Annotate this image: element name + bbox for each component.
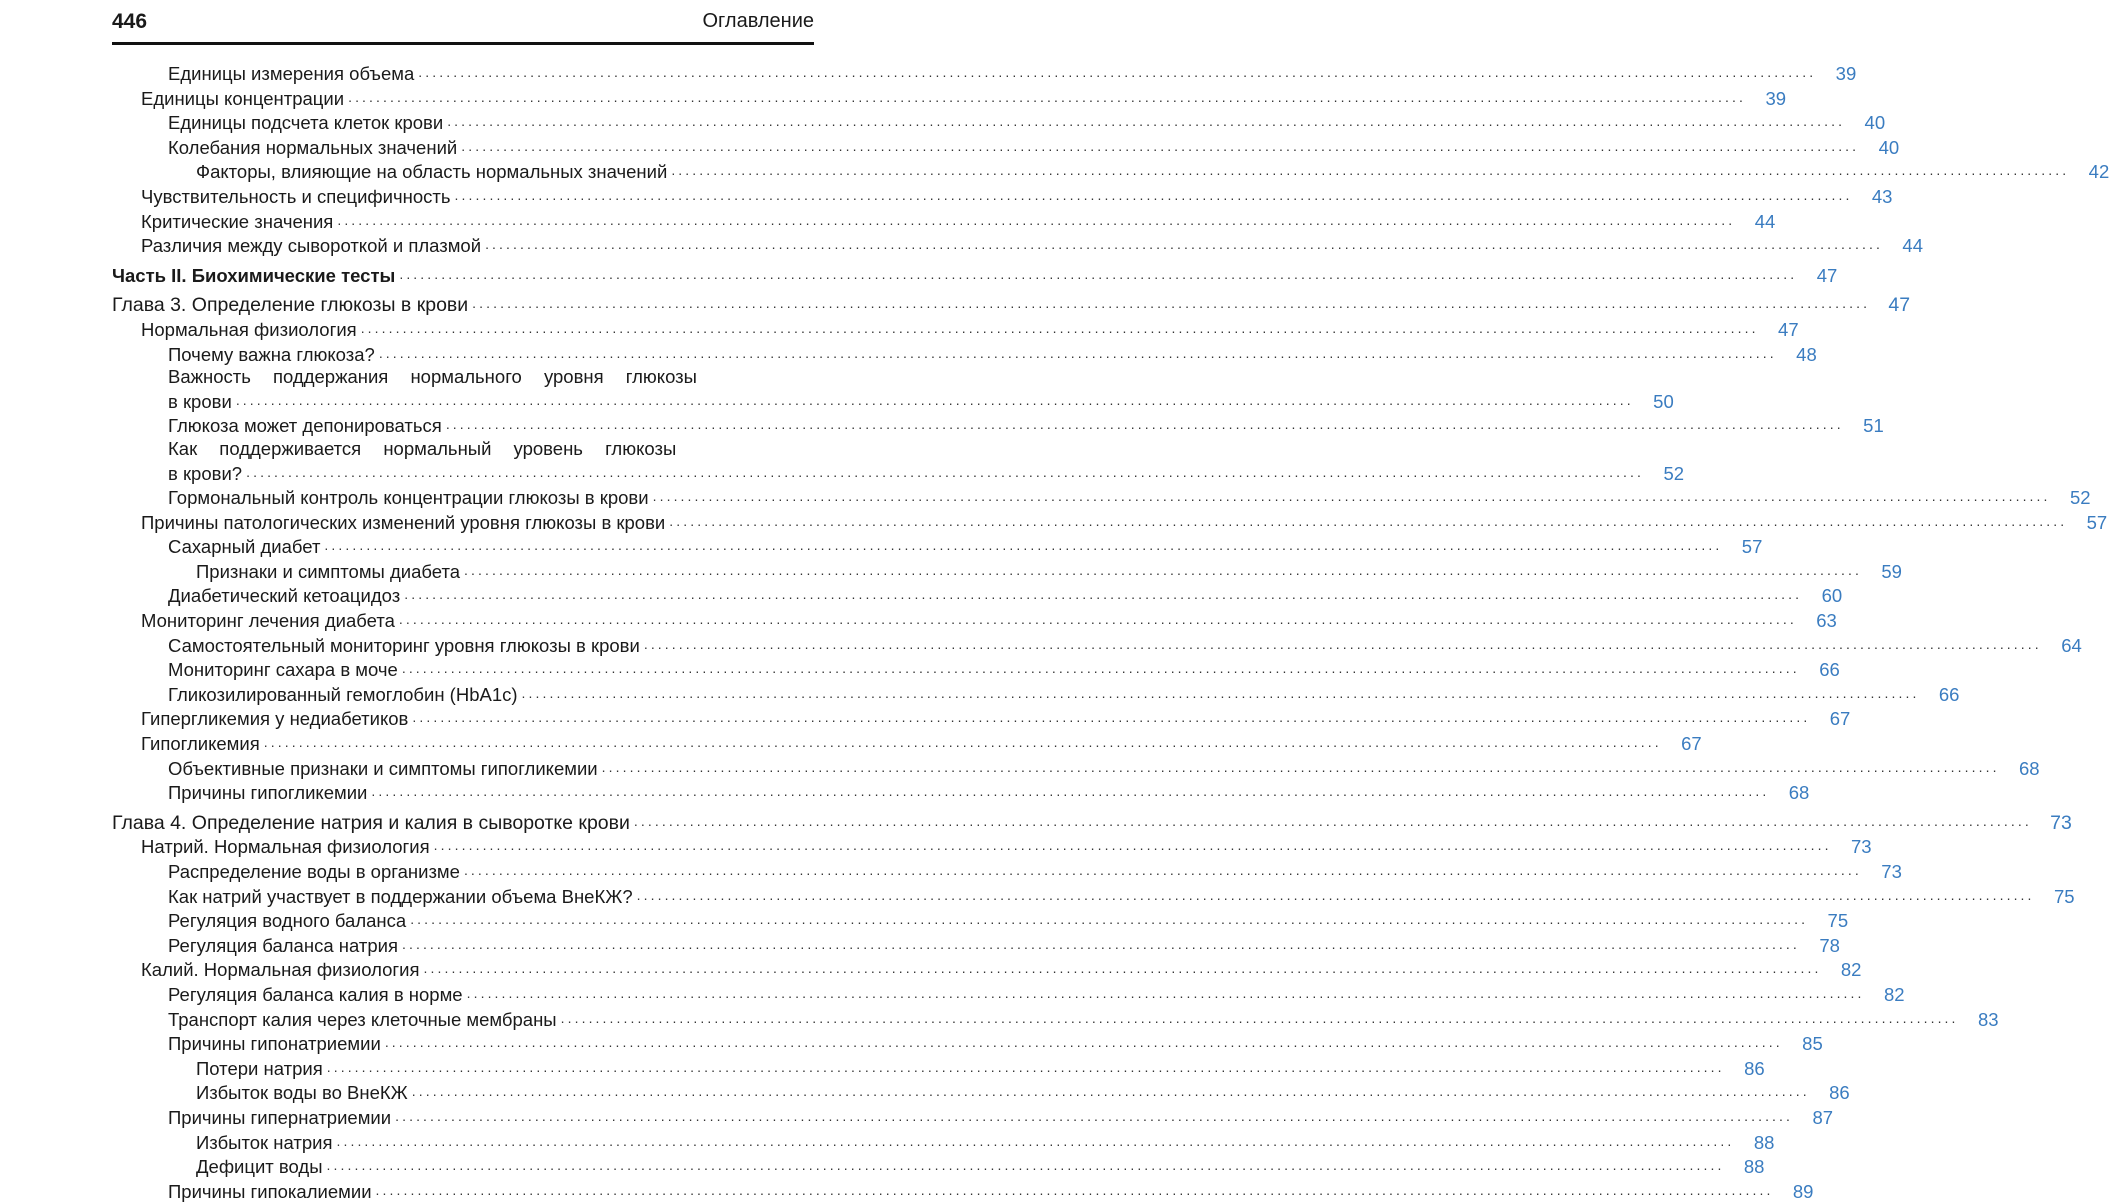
running-title: Оглавление <box>702 10 814 32</box>
table-of-contents <box>112 61 2109 1203</box>
toc-entry[interactable] <box>112 957 1862 982</box>
toc-entry-title: Распределение воды в организме <box>168 861 464 884</box>
toc-page-number[interactable]: 66 <box>1819 659 1840 681</box>
dot-leader: ........................................................................................................................................................................................................ <box>633 812 2032 829</box>
toc-entry[interactable] <box>112 61 1857 86</box>
dot-leader: ........................................................................................................................................................................................................ <box>235 391 1634 408</box>
toc-entry[interactable] <box>112 159 2109 184</box>
dot-leader: ........................................................................................................................................................................................................ <box>643 635 2042 652</box>
toc-page-number[interactable]: 78 <box>1819 934 1840 956</box>
toc-page-number[interactable]: 39 <box>1835 63 1857 84</box>
toc-entry-title: Причины гипернатриемии <box>168 1107 395 1130</box>
dot-leader: ........................................................................................................................................................................................................ <box>669 512 2068 529</box>
dot-leader: ........................................................................................................................................................................................................ <box>454 186 1853 203</box>
toc-entry[interactable] <box>112 389 1674 414</box>
toc-entry-title: Факторы, влияющие на область нормальных значений <box>196 161 671 184</box>
dot-leader: ........................................................................................................................................................................................................ <box>466 984 1865 1001</box>
toc-entry[interactable] <box>112 1031 1823 1056</box>
toc-entry-title: Гипогликемия <box>141 733 264 756</box>
toc-page-number[interactable]: 82 <box>1883 983 1905 1005</box>
toc-page-number[interactable]: 40 <box>1878 136 1900 158</box>
toc-entry[interactable] <box>112 1130 1775 1155</box>
toc-entry-title: Колебания нормальных значений <box>168 137 461 160</box>
toc-entry-title: Чувствительность и специфичность <box>141 186 455 209</box>
dot-leader: ........................................................................................................................................................................................................ <box>399 265 1798 282</box>
dot-leader: ........................................................................................................................................................................................................ <box>671 162 2070 179</box>
page-header <box>112 10 814 36</box>
dot-leader: ........................................................................................................................................................................................................ <box>326 1058 1725 1075</box>
toc-entry[interactable] <box>112 583 1843 608</box>
toc-entry-title: Почему важна глюкоза? <box>168 344 379 367</box>
toc-entry[interactable] <box>112 884 2075 909</box>
toc-page-number[interactable]: 47 <box>1816 264 1838 286</box>
toc-entry-title: Гормональный контроль концентрации глюкозы в крови <box>168 487 653 510</box>
toc-entry-title: Объективные признаки и симптомы гипогликемии <box>168 758 602 781</box>
toc-entry-title: Единицы подсчета клеток крови <box>168 112 447 135</box>
toc-entry-title: Часть II. Биохимические тесты <box>112 265 399 288</box>
toc-chapter[interactable] <box>112 292 1911 317</box>
toc-page-number[interactable]: 68 <box>2019 757 2040 779</box>
dot-leader: ........................................................................................................................................................................................................ <box>263 734 1662 751</box>
dot-leader: ........................................................................................................................................................................................................ <box>423 960 1822 977</box>
toc-entry-title: Критические значения <box>141 211 337 234</box>
toc-entry[interactable] <box>112 559 1902 584</box>
toc-page-number[interactable]: 67 <box>1829 708 1851 730</box>
toc-page-number[interactable]: 73 <box>2050 811 2072 834</box>
dot-leader: ........................................................................................................................................................................................................ <box>560 1009 1959 1026</box>
toc-entry[interactable] <box>112 209 1776 234</box>
toc-entry[interactable] <box>112 731 1702 756</box>
toc-entry[interactable] <box>112 982 1905 1007</box>
toc-page-number[interactable]: 51 <box>1863 415 1884 437</box>
dot-leader: ........................................................................................................................................................................................................ <box>337 211 1736 228</box>
toc-page-number[interactable]: 64 <box>2061 634 2082 656</box>
dot-leader: ........................................................................................................................................................................................................ <box>485 236 1883 253</box>
toc-entry-title: Причины гипокалиемии <box>168 1181 376 1203</box>
dot-leader: ........................................................................................................................................................................................................ <box>401 660 1800 677</box>
toc-page-number[interactable]: 88 <box>1753 1131 1775 1153</box>
toc-entry-title: в крови <box>168 391 236 414</box>
toc-entry[interactable] <box>112 110 1886 135</box>
toc-page-number[interactable]: 42 <box>2088 161 2109 183</box>
toc-entry[interactable] <box>112 184 1893 209</box>
toc-entry[interactable] <box>112 756 2040 781</box>
toc-page-number[interactable]: 87 <box>1812 1106 1834 1128</box>
toc-page-number[interactable]: 44 <box>1902 235 1923 257</box>
toc-page-number[interactable]: 47 <box>1778 318 1799 340</box>
toc-entry[interactable] <box>112 461 1685 486</box>
dot-leader: ........................................................................................................................................................................................................ <box>246 463 1645 480</box>
dot-leader: ........................................................................................................................................................................................................ <box>398 611 1797 628</box>
toc-page-number[interactable]: 60 <box>1821 585 1843 607</box>
toc-entry-title: Диабетический кетоацидоз <box>168 585 404 608</box>
toc-entry-title: Нормальная физиология <box>141 319 361 342</box>
toc-entry-title: Гликозилированный гемоглобин (HbA1c) <box>168 684 522 707</box>
toc-entry-title: Причины патологических изменений уровня глюкозы в крови <box>141 512 669 535</box>
toc-entry-title: Регуляция водного баланса <box>168 910 410 933</box>
toc-entry[interactable] <box>112 86 1787 111</box>
toc-entry-title: Транспорт калия через клеточные мембраны <box>168 1009 561 1032</box>
toc-page-number[interactable]: 82 <box>1840 959 1862 981</box>
dot-leader: ........................................................................................................................................................................................................ <box>326 1157 1725 1174</box>
toc-entry[interactable] <box>112 510 2108 535</box>
toc-entry[interactable] <box>112 933 1840 958</box>
toc-entry-title: Причины гипогликемии <box>168 782 371 805</box>
dot-leader: ........................................................................................................................................................................................................ <box>652 488 2051 505</box>
toc-page-number[interactable]: 75 <box>2053 885 2075 907</box>
toc-entry-line <box>112 438 809 461</box>
toc-page-number[interactable]: 85 <box>1802 1033 1823 1055</box>
toc-entry[interactable] <box>112 908 1849 933</box>
toc-entry-title: Дефицит воды <box>196 1156 327 1179</box>
dot-leader: ........................................................................................................................................................................................................ <box>433 837 1832 854</box>
toc-page-number[interactable]: 67 <box>1681 733 1702 755</box>
toc-entry[interactable] <box>112 859 1902 884</box>
dot-leader: ........................................................................................................................................................................................................ <box>378 344 1777 361</box>
toc-entry[interactable] <box>112 682 1960 707</box>
dot-leader: ........................................................................................................................................................................................................ <box>384 1034 1783 1051</box>
toc-entry[interactable] <box>112 1105 1834 1130</box>
toc-page-number[interactable]: 89 <box>1792 1180 1814 1202</box>
toc-page-number[interactable]: 63 <box>1816 610 1837 632</box>
toc-page-number[interactable]: 52 <box>1663 462 1685 484</box>
toc-page-number[interactable]: 57 <box>1741 536 1763 558</box>
toc-entry[interactable] <box>112 706 1851 731</box>
toc-entry[interactable] <box>112 534 1763 559</box>
dot-leader: ........................................................................................................................................................................................................ <box>348 88 1747 105</box>
toc-entry-title: Регуляция баланса натрия <box>168 935 402 958</box>
toc-entry-title: Мониторинг сахара в моче <box>168 659 402 682</box>
toc-entry-title: Глава 4. Определение натрия и калия в сыворотке крови <box>112 812 634 835</box>
toc-page-number[interactable]: 52 <box>2069 487 2091 509</box>
toc-entry-title: Различия между сывороткой и плазмой <box>141 235 485 258</box>
toc-entry-title: Избыток натрия <box>196 1132 336 1155</box>
toc-page-number[interactable]: 43 <box>1871 185 1893 207</box>
toc-entry-title: Глава 3. Определение глюкозы в крови <box>112 294 472 317</box>
toc-chapter[interactable] <box>112 810 2072 835</box>
toc-page-number[interactable]: 59 <box>1881 560 1902 582</box>
toc-entry-title: Самостоятельный мониторинг уровня глюкозы в крови <box>168 635 644 658</box>
toc-entry-line <box>112 366 809 389</box>
toc-part[interactable] <box>112 263 1838 288</box>
toc-entry[interactable] <box>112 1056 1765 1081</box>
toc-page-number[interactable]: 73 <box>1881 861 1902 882</box>
dot-leader: ........................................................................................................................................................................................................ <box>601 758 2000 775</box>
toc-page-number[interactable]: 88 <box>1743 1156 1765 1178</box>
toc-entry[interactable] <box>112 780 1810 805</box>
toc-entry-title: Регуляция баланса калия в норме <box>168 984 467 1007</box>
toc-entry[interactable] <box>112 1154 1765 1179</box>
toc-entry[interactable] <box>112 317 1799 342</box>
dot-leader: ........................................................................................................................................................................................................ <box>463 862 1862 878</box>
toc-page-number[interactable]: 86 <box>1744 1057 1765 1079</box>
toc-page-number[interactable]: 68 <box>1788 782 1810 804</box>
toc-entry-title: Глюкоза может депонироваться <box>168 415 446 438</box>
toc-page-number[interactable]: 48 <box>1796 343 1817 365</box>
toc-entry-title: Гипергликемия у недиабетиков <box>141 708 412 731</box>
dot-leader: ........................................................................................................................................................................................................ <box>472 295 1871 312</box>
toc-entry-title: Причины гипонатриемии <box>168 1033 385 1056</box>
toc-page-number[interactable]: 86 <box>1829 1082 1850 1104</box>
dot-leader: ........................................................................................................................................................................................................ <box>324 537 1723 554</box>
toc-entry-title: Мониторинг лечения диабета <box>141 610 399 633</box>
dot-leader: ........................................................................................................................................................................................................ <box>375 1181 1774 1198</box>
toc-page-number[interactable]: 47 <box>1888 294 1911 317</box>
dot-leader: ........................................................................................................................................................................................................ <box>464 561 1862 578</box>
toc-page-number[interactable]: 44 <box>1754 210 1776 232</box>
dot-leader: ........................................................................................................................................................................................................ <box>336 1132 1735 1149</box>
toc-entry[interactable] <box>112 485 2091 510</box>
toc-page-number[interactable]: 40 <box>1864 112 1886 134</box>
dot-leader: ........................................................................................................................................................................................................ <box>521 684 1920 701</box>
page-number: 446 <box>112 10 148 33</box>
toc-page-number[interactable]: 83 <box>1977 1008 1999 1030</box>
toc-entry[interactable] <box>112 1179 1814 1203</box>
dot-leader: ........................................................................................................................................................................................................ <box>412 709 1811 726</box>
toc-entry-title: Единицы измерения объема <box>168 63 418 86</box>
dot-leader: ........................................................................................................................................................................................................ <box>447 113 1846 130</box>
toc-entry[interactable] <box>112 135 1900 160</box>
toc-entry[interactable] <box>112 1007 1999 1032</box>
toc-entry-title: Сахарный диабет <box>168 536 324 559</box>
toc-entry-title: Избыток воды во ВнеКЖ <box>196 1082 412 1105</box>
dot-leader: ........................................................................................................................................................................................................ <box>401 935 1800 952</box>
dot-leader: ........................................................................................................................................................................................................ <box>445 416 1844 433</box>
toc-page-number[interactable]: 39 <box>1765 87 1787 109</box>
toc-page-number[interactable]: 73 <box>1851 836 1872 858</box>
dot-leader: ........................................................................................................................................................................................................ <box>371 783 1770 800</box>
toc-page-number[interactable]: 57 <box>2086 511 2108 533</box>
toc-entry[interactable] <box>112 834 1872 859</box>
toc-entry-title: Единицы концентрации <box>141 88 348 111</box>
toc-entry-title: в крови? <box>168 463 246 486</box>
toc-entry-title: Калий. Нормальная физиология <box>141 959 424 982</box>
dot-leader: ........................................................................................................................................................................................................ <box>395 1107 1794 1124</box>
dot-leader: ........................................................................................................................................................................................................ <box>411 1083 1810 1100</box>
toc-page-number[interactable]: 75 <box>1827 910 1849 932</box>
toc-entry[interactable] <box>112 657 1840 682</box>
toc-entry-title: Натрий. Нормальная физиология <box>141 836 434 859</box>
dot-leader: ........................................................................................................................................................................................................ <box>360 319 1759 336</box>
toc-entry[interactable] <box>112 608 1837 633</box>
toc-entry[interactable] <box>112 633 2082 658</box>
toc-entry[interactable] <box>112 1080 1850 1105</box>
toc-page-number[interactable]: 66 <box>1938 683 1960 705</box>
toc-page-number[interactable]: 50 <box>1653 390 1674 412</box>
dot-leader: ........................................................................................................................................................................................................ <box>404 586 1803 603</box>
dot-leader: ........................................................................................................................................................................................................ <box>636 886 2035 903</box>
toc-entry-title: Признаки и симптомы диабета <box>196 561 464 584</box>
toc-entry[interactable] <box>112 233 1923 258</box>
dot-leader: ........................................................................................................................................................................................................ <box>418 64 1817 80</box>
header-rule <box>112 42 814 45</box>
dot-leader: ........................................................................................................................................................................................................ <box>461 137 1860 154</box>
toc-entry[interactable] <box>112 413 1884 438</box>
toc-entry-title: Как натрий участвует в поддержании объема ВнеКЖ? <box>168 886 637 909</box>
toc-entry-title: Потери натрия <box>196 1058 327 1081</box>
toc-entry-title: Как поддерживается нормальный уровень глюкозы <box>168 438 680 461</box>
toc-entry[interactable] <box>112 342 1817 367</box>
dot-leader: ........................................................................................................................................................................................................ <box>410 911 1809 928</box>
toc-entry-title: Важность поддержания нормального уровня глюкозы <box>168 366 701 389</box>
